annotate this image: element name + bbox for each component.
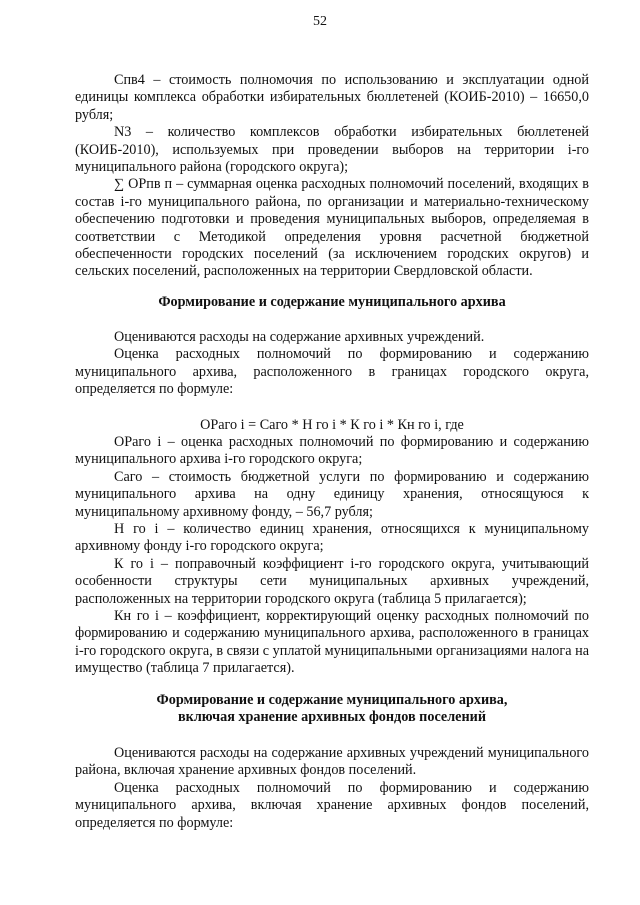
section-heading-archive-settlements — [75, 692, 589, 727]
page-number: 52 — [313, 14, 327, 29]
paragraph-district-archive-formula-intro: Оценка расходных полномочий по формированию и содержанию муниципального архива, включая хранение архивных фондов поселений, определяется по формуле: — [75, 779, 589, 831]
heading-municipal-archive: Формирование и содержание муниципального архива — [158, 294, 506, 310]
section-heading-archive — [75, 294, 589, 311]
formula-definitions-block — [75, 434, 589, 678]
paragraph-sum-orpv-definition: ∑ ОРпв п – суммарная оценка расходных полномочий поселений, входящих в состав i-го муниципального района, по организации и материально-техническому обеспечению подготовки и проведения муниципальных выборов, определяемая в соответствии с Методикой определения уровня расчетной бюджетной обеспеченности городских поселений (за исключением городских округов) и сельских поселений, расположенных на территории Свердловской области. — [75, 176, 589, 280]
formula-block — [75, 417, 589, 434]
paragraph-kgo-definition: К го i – поправочный коэффициент i-го городского округа, учитывающий особенности структуры сети муниципальных архивных учреждений, расположенных на территории городского округа (таблица 5 прилагается); — [75, 555, 589, 607]
paragraph-archive-formula-intro: Оценка расходных полномочий по формированию и содержанию муниципального архива, расположенного в границах городского округа, определяется по формуле: — [75, 346, 589, 398]
formula-orago: ОРаго i = Саго * Н го i * К го i * Кн го i, где — [200, 417, 464, 433]
heading-line-2: включая хранение архивных фондов поселений — [178, 709, 486, 726]
paragraph-ngo-definition: Н го i – количество единиц хранения, относящихся к муниципальному архивному фонду i-го городского округа; — [75, 521, 589, 555]
paragraph-orago-definition: ОРаго i – оценка расходных полномочий по формированию и содержанию муниципального архива i-го городского округа; — [75, 434, 589, 468]
heading-line-1: Формирование и содержание муниципального архива, — [156, 692, 508, 708]
paragraph-district-archive-expenses: Оцениваются расходы на содержание архивных учреждений муниципального района, включая хранение архивных фондов поселений. — [75, 745, 589, 779]
paragraph-n3-definition: N3 – количество комплексов обработки избирательных бюллетеней (КОИБ-2010), используемых при проведении выборов на территории i-го муниципального района (городского округа); — [75, 124, 589, 176]
paragraph-archive-expenses: Оцениваются расходы на содержание архивных учреждений. — [114, 329, 485, 345]
paragraph-sago-definition: Саго – стоимость бюджетной услуги по формированию и содержанию муниципального архива на одну единицу хранения, относящуюся к муниципальному архивному фонду, – 56,7 рубля; — [75, 468, 589, 520]
paragraph-spv4-definition: Спв4 – стоимость полномочия по использованию и эксплуатации одной единицы комплекса обработки избирательных бюллетеней (КОИБ-2010) – 16650,0 рубля; — [75, 72, 589, 123]
paragraph-kngo-definition: Кн го i – коэффициент, корректирующий оценку расходных полномочий по формированию и содержанию муниципального архива, расположенного в границах i-го городского округа, в связи с уплатой муниципальными организациями налога на имущество (таблица 7 прилагается). — [75, 608, 589, 677]
archive-intro-block — [75, 329, 589, 399]
variable-definitions-block — [75, 72, 589, 281]
district-archive-block — [75, 745, 589, 832]
